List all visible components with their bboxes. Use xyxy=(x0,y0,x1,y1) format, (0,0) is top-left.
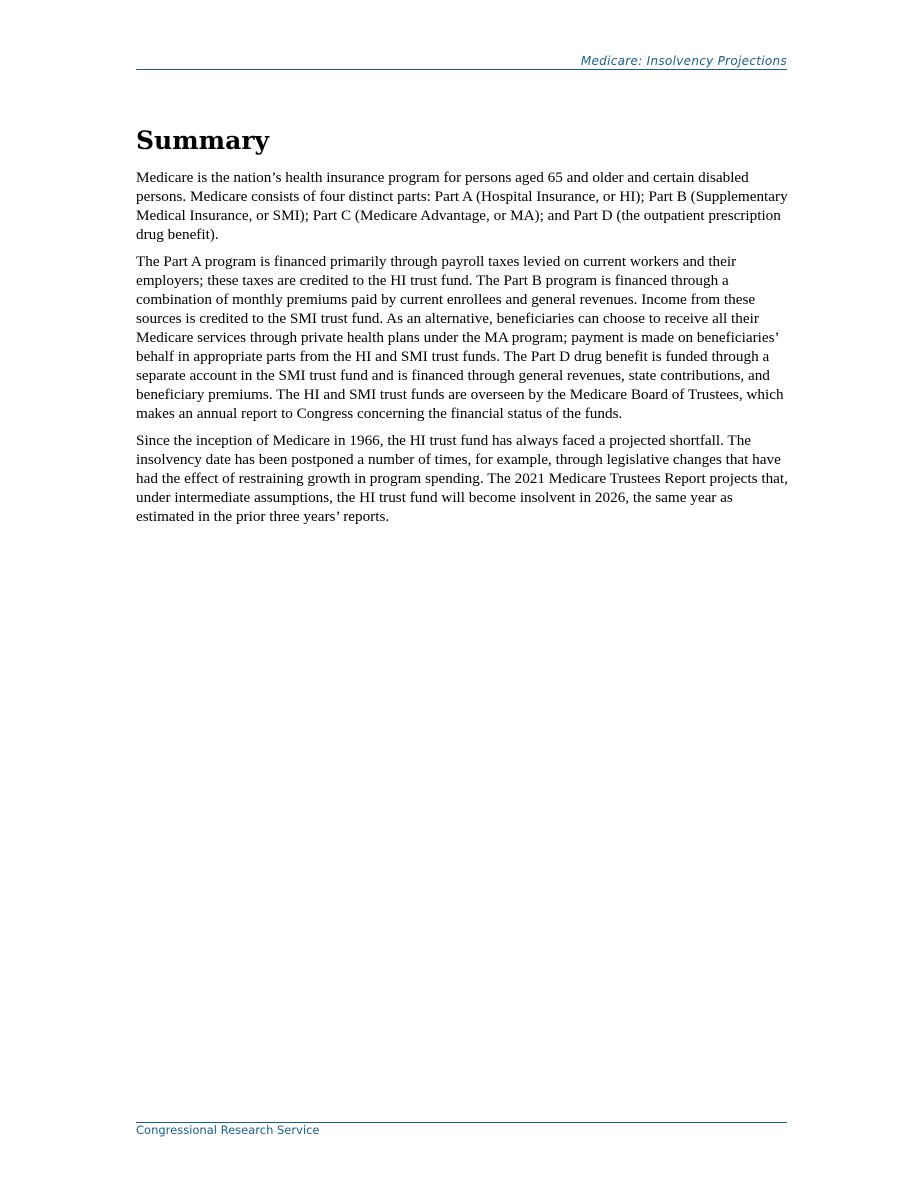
summary-heading: Summary xyxy=(136,126,270,155)
summary-paragraph-1: Medicare is the nation’s health insurance program for persons aged 65 and older and certain disabled persons. Medicare consists of four distinct parts: Part A (Hospital Insurance, or HI); Part B (Supplementary Medical Insurance, or SMI); Part C (Medicare Advantage, or MA); and Part D (the outpatient prescription drug benefit). xyxy=(136,169,788,243)
footer-organization: Congressional Research Service xyxy=(136,1123,320,1137)
running-header-title: Medicare: Insolvency Projections xyxy=(580,54,787,68)
summary-section xyxy=(136,124,788,534)
summary-paragraph-2: The Part A program is financed primarily through payroll taxes levied on current workers and their employers; these taxes are credited to the HI trust fund. The Part B program is financed through a combination of monthly premiums paid by current enrollees and general revenues. Income from these sources is credited to the SMI trust fund. As an alternative, beneficiaries can choose to receive all their Medicare services through private health plans under the MA program; payment is made on beneficiaries’ behalf in appropriate parts from the HI and SMI trust funds. The Part D drug benefit is funded through a separate account in the SMI trust fund and is financed through general revenues, state contributions, and beneficiary premiums. The HI and SMI trust funds are overseen by the Medicare Board of Trustees, which makes an annual report to Congress concerning the financial status of the funds. xyxy=(136,253,784,422)
summary-paragraph-3: Since the inception of Medicare in 1966, the HI trust fund has always faced a projected shortfall. The insolvency date has been postponed a number of times, for example, through legislative changes that have had the effect of restraining growth in program spending. The 2021 Medicare Trustees Report projects that, under intermediate assumptions, the HI trust fund will become insolvent in 2026, the same year as estimated in the prior three years’ reports. xyxy=(136,432,788,525)
header-divider xyxy=(136,69,787,70)
